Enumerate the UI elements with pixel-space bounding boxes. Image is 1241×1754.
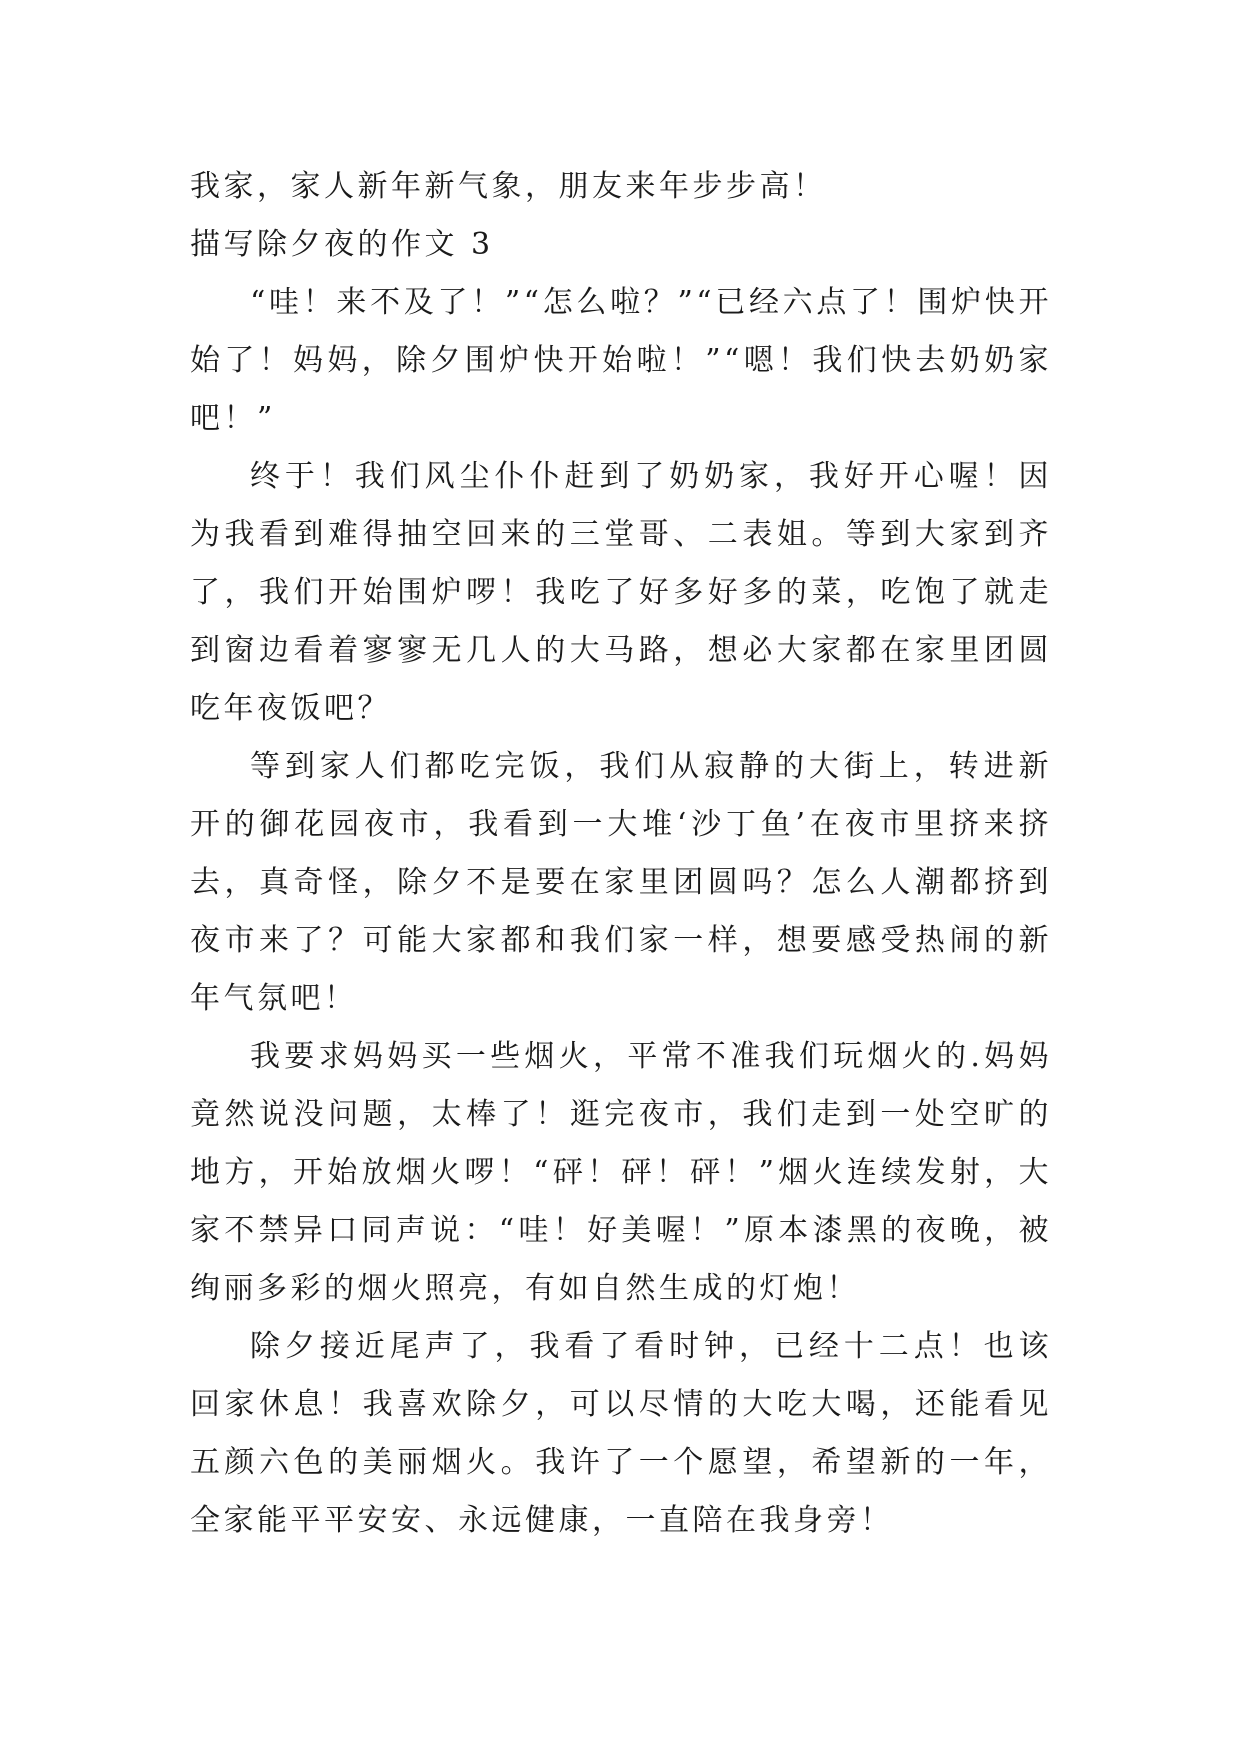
paragraph-2: 终于！我们风尘仆仆赶到了奶奶家，我好开心喔！因为我看到难得抽空回来的三堂哥、二表姐。等到大家到齐了，我们开始围炉啰！我吃了好多好多的菜，吃饱了就走到窗边看着寥寥无几人的大马路，想必大家都在家里团圆吃年夜饭吧？: [190, 459, 1052, 726]
paragraph-3: 等到家人们都吃完饭，我们从寂静的大街上，转进新开的御花园夜市，我看到一大堆‘沙丁鱼’在夜市里挤来挤去，真奇怪，除夕不是要在家里团圆吗？怎么人潮都挤到夜市来了？可能大家都和我们家一样，想要感受热闹的新年气氛吧！: [190, 749, 1052, 1016]
paragraph-4: 我要求妈妈买一些烟火，平常不准我们玩烟火的.妈妈竟然说没问题，太棒了！逛完夜市，我们走到一处空旷的地方，开始放烟火啰！“砰！砰！砰！”烟火连续发射，大家不禁异口同声说：“哇！好美喔！”原本漆黑的夜晚，被绚丽多彩的烟火照亮，有如自然生成的灯炮！: [190, 1039, 1052, 1306]
essay-title: 描写除夕夜的作文 3: [190, 227, 494, 262]
paragraph-5: 除夕接近尾声了，我看了看时钟，已经十二点！也该回家休息！我喜欢除夕，可以尽情的大吃大喝，还能看见五颜六色的美丽烟火。我许了一个愿望，希望新的一年，全家能平平安安、永远健康，一直陪在我身旁！: [190, 1329, 1052, 1538]
continued-line: 我家，家人新年新气象，朋友来年步步高！: [190, 169, 827, 204]
document-body: [190, 158, 1052, 1550]
paragraph-1: “哇！来不及了！”“怎么啦？”“已经六点了！围炉快开始了！妈妈，除夕围炉快开始啦！”“嗯！我们快去奶奶家吧！”: [190, 285, 1052, 436]
